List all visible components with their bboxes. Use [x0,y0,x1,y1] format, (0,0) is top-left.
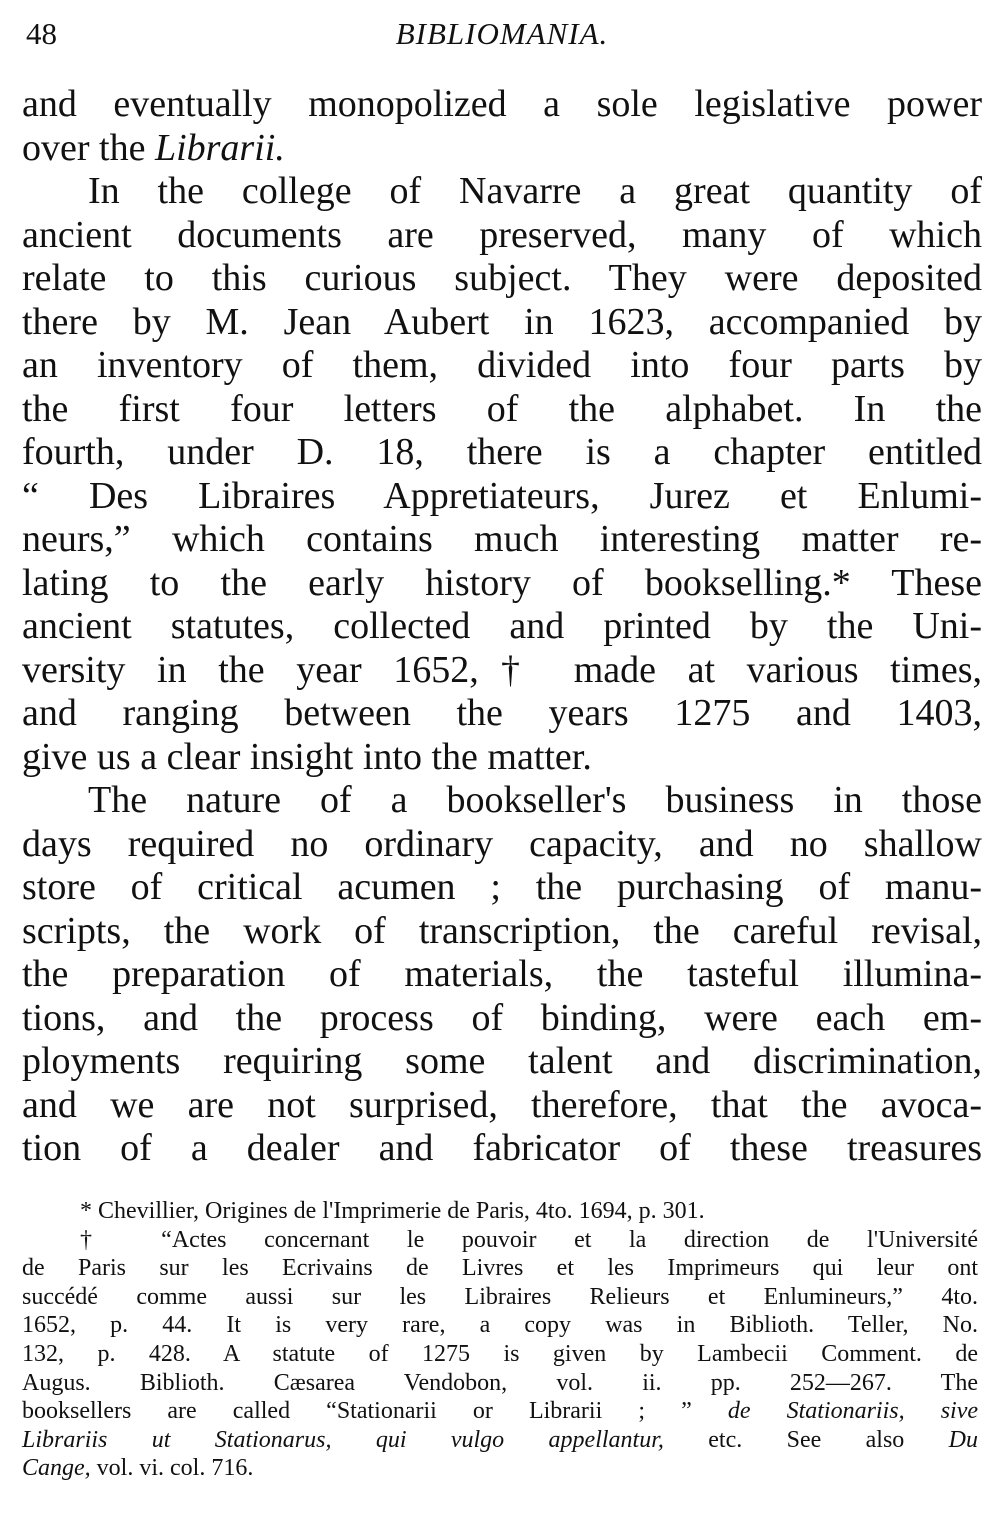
text-span: booksellers are called “Stationarii or Librarii ; ” [22,1398,728,1425]
text-line: neurs,” which contains much interesting matter re- [22,518,982,560]
text-line: the preparation of materials, the tasteful illumina- [22,953,982,995]
text-line: versity in the year 1652,† made at various times, [22,648,982,691]
text-line: fourth, under D. 18, there is a chapter entitled [22,431,982,473]
text-line: days required no ordinary capacity, and no shallow [22,822,982,865]
italic-term: Librarii. [154,126,285,169]
paragraph-start-line: In the college of Navarre a great quantity of [88,170,982,212]
text-line: ployments requiring some talent and discrimination, [22,1040,982,1082]
footnote-line [22,1454,978,1483]
footnotes [22,1197,978,1483]
footnote-line: 132, p. 428. A statute of 1275 is given by Lambecii Comment. de [22,1340,978,1367]
main-text [22,83,982,1171]
footnote-line [22,1397,978,1426]
italic-quote: de Stationariis, sive [727,1398,978,1425]
text-line: and ranging between the years 1275 and 1403, [22,692,982,734]
text-line: give us a clear insight into the matter. [22,735,592,778]
footnote-line: Augus. Biblioth. Cæsarea Vendobon, vol. ii. pp. 252—267. The [22,1369,978,1396]
text-line: and we are not surprised, therefore, that the avoca- [22,1083,982,1126]
text-line [22,127,982,171]
footnote-asterisk: * Chevillier, Origines de l'Imprimerie de Paris, 4to. 1694, p. 301. [80,1198,705,1224]
page-header [22,14,982,54]
text-line: relate to this curious subject. They were deposited [22,257,982,299]
italic-term: Du [948,1426,978,1453]
text-line: ancient statutes, collected and printed by the Uni- [22,605,982,647]
running-title: BIBLIOMANIA. [395,16,609,51]
text-line: tion of a dealer and fabricator of these treasures [22,1127,982,1169]
text-line: scripts, the work of transcription, the careful revisal, [22,909,982,952]
text-line: ancient documents are preserved, many of which [22,213,982,256]
italic-quote: Librariis ut Stationarus, qui vulgo appellantur, [22,1426,664,1453]
footnote-line: succédé comme aussi sur les Libraires Relieurs et Enlumineurs,” 4to. [22,1283,978,1310]
text-line: store of critical acumen ; the purchasing of manu- [22,866,982,908]
text-line: the first four letters of the alphabet. In the [22,387,982,430]
paragraph-start-line: The nature of a bookseller's business in those [88,779,982,821]
text-span: vol. vi. col. 716. [90,1455,254,1482]
text-line: an inventory of them, divided into four parts by [22,344,982,386]
page-number: 48 [26,16,57,51]
footnote-line [22,1426,978,1455]
footnote-line: 1652, p. 44. It is very rare, a copy was in Biblioth. Teller, No. [22,1312,978,1339]
footnote-line: de Paris sur les Ecrivains de Livres et les Imprimeurs qui leur ont [22,1255,978,1282]
text-span: over the [22,126,155,169]
text-line: and eventually monopolized a sole legislative power [22,83,982,125]
footnote-dagger: † “Actes concernant le pouvoir et la direction de l'Université [80,1226,978,1253]
text-line: “ Des Libraires Appretiateurs, Jurez et Enlumi- [22,474,982,517]
text-line: tions, and the process of binding, were each em- [22,996,982,1039]
italic-term: Cange, [22,1455,91,1482]
text-line: there by M. Jean Aubert in 1623, accompanied by [22,300,982,343]
text-span: etc. See also [663,1426,949,1453]
text-line: lating to the early history of bookselling.* These [22,561,982,604]
